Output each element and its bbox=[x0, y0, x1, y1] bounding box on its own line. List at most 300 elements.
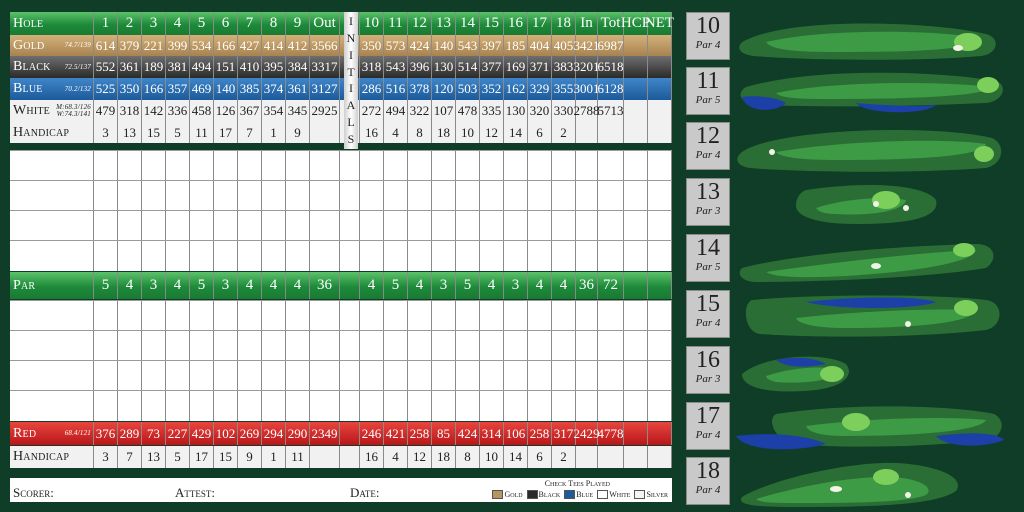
total-cell bbox=[598, 361, 624, 391]
score-cell: 11 bbox=[384, 12, 408, 35]
score-cell: 4 bbox=[552, 272, 576, 299]
score-cell bbox=[214, 301, 238, 331]
hole-number-badge bbox=[686, 67, 730, 115]
score-cell: 3 bbox=[432, 272, 456, 299]
score-cell bbox=[384, 331, 408, 361]
out-cell bbox=[310, 331, 340, 361]
score-cell: 16 bbox=[504, 12, 528, 35]
score-cell: 269 bbox=[238, 422, 262, 445]
tee-label: Gold bbox=[504, 490, 523, 499]
course-rating: M:68.3/126 W:74.3/141 bbox=[56, 103, 91, 118]
tee-swatch bbox=[597, 490, 608, 499]
row-label bbox=[10, 211, 94, 241]
score-cell bbox=[480, 331, 504, 361]
in-cell: 2429 bbox=[576, 422, 598, 445]
hole-map bbox=[736, 290, 1008, 342]
score-cell bbox=[286, 181, 310, 211]
score-cell bbox=[360, 211, 384, 241]
score-cell bbox=[456, 331, 480, 361]
row-blank6 bbox=[10, 330, 672, 361]
score-cell: 378 bbox=[408, 78, 432, 100]
score-cell bbox=[408, 301, 432, 331]
hole-par: Par 3 bbox=[695, 205, 721, 217]
net-cell bbox=[648, 151, 672, 181]
hole-number-badge bbox=[686, 12, 730, 60]
hole-10-diagram bbox=[686, 12, 1016, 62]
hcp-cell bbox=[624, 181, 648, 211]
initials-cell bbox=[340, 331, 360, 361]
hcp-cell: HCP bbox=[624, 12, 648, 35]
score-cell bbox=[408, 181, 432, 211]
score-cell bbox=[432, 391, 456, 421]
row-gold bbox=[10, 35, 672, 56]
score-cell: 478 bbox=[456, 100, 480, 122]
total-cell: 6518 bbox=[598, 56, 624, 78]
score-cell bbox=[552, 241, 576, 271]
course-rating: 72.5/137 bbox=[64, 62, 91, 71]
hole-map bbox=[736, 122, 1008, 174]
score-cell: 424 bbox=[408, 35, 432, 56]
out-cell: 36 bbox=[310, 272, 340, 299]
initials-cell bbox=[340, 241, 360, 271]
score-cell bbox=[286, 391, 310, 421]
initials-letter: I bbox=[349, 14, 353, 28]
score-cell bbox=[190, 391, 214, 421]
tee-checkbox-black[interactable] bbox=[527, 490, 561, 499]
score-cell bbox=[286, 151, 310, 181]
score-cell: 1 bbox=[94, 12, 118, 35]
score-cell: 16 bbox=[360, 446, 384, 468]
row-label: Hole bbox=[10, 12, 94, 35]
score-cell: 227 bbox=[166, 422, 190, 445]
score-cell: 318 bbox=[118, 100, 142, 122]
score-cell: 221 bbox=[142, 35, 166, 56]
score-cell: 290 bbox=[286, 422, 310, 445]
out-cell: 3127 bbox=[310, 78, 340, 100]
score-cell bbox=[504, 301, 528, 331]
score-cell bbox=[262, 361, 286, 391]
score-cell: 12 bbox=[480, 122, 504, 143]
hole-number-badge bbox=[686, 457, 730, 505]
score-cell bbox=[360, 151, 384, 181]
in-cell: In bbox=[576, 12, 598, 35]
score-cell bbox=[142, 331, 166, 361]
score-cell bbox=[286, 331, 310, 361]
score-cell bbox=[552, 331, 576, 361]
score-cell: 5 bbox=[456, 272, 480, 299]
tee-label: Silver bbox=[646, 490, 668, 499]
tee-swatch bbox=[527, 490, 538, 499]
hcp-cell bbox=[624, 446, 648, 468]
hcp-cell bbox=[624, 151, 648, 181]
in-cell: 3421 bbox=[576, 35, 598, 56]
score-cell bbox=[262, 151, 286, 181]
score-cell bbox=[552, 391, 576, 421]
row-par bbox=[10, 272, 672, 299]
in-cell: 3001 bbox=[576, 78, 598, 100]
score-cell bbox=[528, 211, 552, 241]
row-blue bbox=[10, 78, 672, 100]
score-cell: 120 bbox=[432, 78, 456, 100]
score-cell bbox=[432, 151, 456, 181]
hole-map bbox=[736, 402, 1008, 454]
out-cell bbox=[310, 241, 340, 271]
score-cell bbox=[94, 301, 118, 331]
score-cell: 350 bbox=[360, 35, 384, 56]
score-cell: 3 bbox=[142, 12, 166, 35]
row-hole bbox=[10, 12, 675, 35]
tee-checkbox-gold[interactable] bbox=[492, 490, 522, 499]
score-cell: 246 bbox=[360, 422, 384, 445]
out-cell bbox=[310, 361, 340, 391]
net-cell bbox=[648, 35, 672, 56]
score-cell: 185 bbox=[504, 35, 528, 56]
score-cell bbox=[456, 301, 480, 331]
net-cell bbox=[648, 78, 672, 100]
score-cell: 8 bbox=[262, 12, 286, 35]
row-blank8 bbox=[10, 390, 672, 421]
score-cell bbox=[384, 241, 408, 271]
score-cell: 396 bbox=[408, 56, 432, 78]
score-cell: 106 bbox=[504, 422, 528, 445]
score-cell bbox=[238, 181, 262, 211]
row-label bbox=[10, 331, 94, 361]
score-cell bbox=[262, 181, 286, 211]
hole-map bbox=[736, 67, 1008, 119]
score-cell: 5 bbox=[190, 12, 214, 35]
net-cell bbox=[648, 211, 672, 241]
score-cell bbox=[190, 181, 214, 211]
in-cell bbox=[576, 361, 598, 391]
row-blank5 bbox=[10, 300, 672, 331]
score-cell bbox=[552, 361, 576, 391]
score-cell: 13 bbox=[432, 12, 456, 35]
hole-number: 18 bbox=[696, 458, 720, 484]
score-cell: 322 bbox=[408, 100, 432, 122]
score-cell bbox=[360, 301, 384, 331]
hcp-cell bbox=[624, 272, 648, 299]
tee-label: Blue bbox=[576, 490, 594, 499]
initials-cell bbox=[340, 301, 360, 331]
score-cell bbox=[286, 301, 310, 331]
score-cell bbox=[94, 151, 118, 181]
net-cell bbox=[648, 56, 672, 78]
score-cell bbox=[142, 151, 166, 181]
score-cell: 384 bbox=[286, 56, 310, 78]
score-cell: 4 bbox=[118, 272, 142, 299]
score-cell: 14 bbox=[504, 446, 528, 468]
score-cell: 18 bbox=[432, 122, 456, 143]
score-cell: 130 bbox=[432, 56, 456, 78]
score-cell: 7 bbox=[238, 122, 262, 143]
hole-number-badge bbox=[686, 346, 730, 394]
score-cell: 410 bbox=[238, 56, 262, 78]
initials-letter: L bbox=[347, 115, 355, 130]
score-cell: 404 bbox=[528, 35, 552, 56]
score-cell: 286 bbox=[360, 78, 384, 100]
hole-number: 14 bbox=[696, 235, 720, 261]
score-cell: 4 bbox=[384, 446, 408, 468]
hcp-cell bbox=[624, 100, 648, 122]
score-cell bbox=[504, 151, 528, 181]
hole-map bbox=[736, 178, 1008, 230]
score-cell: 5 bbox=[166, 446, 190, 468]
in-cell: 36 bbox=[576, 272, 598, 299]
in-cell: 3201 bbox=[576, 56, 598, 78]
score-cell: 377 bbox=[480, 56, 504, 78]
score-cell bbox=[142, 181, 166, 211]
score-cell bbox=[360, 391, 384, 421]
in-cell: 2788 bbox=[576, 100, 598, 122]
score-cell bbox=[214, 151, 238, 181]
score-cell bbox=[166, 391, 190, 421]
score-cell bbox=[408, 241, 432, 271]
net-cell bbox=[648, 272, 672, 299]
score-cell bbox=[94, 241, 118, 271]
score-cell bbox=[384, 301, 408, 331]
hole-number: 12 bbox=[696, 123, 720, 149]
out-cell: Out bbox=[310, 12, 340, 35]
score-cell bbox=[504, 211, 528, 241]
score-cell: 258 bbox=[408, 422, 432, 445]
in-cell bbox=[576, 122, 598, 143]
score-cell: 330 bbox=[552, 100, 576, 122]
score-cell: 4 bbox=[166, 12, 190, 35]
hole-18-diagram bbox=[686, 457, 1016, 507]
score-cell bbox=[504, 241, 528, 271]
score-cell bbox=[118, 331, 142, 361]
hole-12-diagram bbox=[686, 122, 1016, 172]
total-cell: 6987 bbox=[598, 35, 624, 56]
score-cell: 14 bbox=[504, 122, 528, 143]
score-cell bbox=[480, 391, 504, 421]
score-cell: 102 bbox=[214, 422, 238, 445]
score-cell: 10 bbox=[360, 12, 384, 35]
out-cell bbox=[310, 391, 340, 421]
score-cell bbox=[480, 181, 504, 211]
row-blank7 bbox=[10, 360, 672, 391]
score-cell: 7 bbox=[238, 12, 262, 35]
score-cell: 399 bbox=[166, 35, 190, 56]
score-cell bbox=[504, 361, 528, 391]
score-cell: 4 bbox=[262, 272, 286, 299]
hcp-cell bbox=[624, 361, 648, 391]
score-cell bbox=[190, 211, 214, 241]
tee-checkbox-silver[interactable] bbox=[634, 490, 668, 499]
score-cell bbox=[262, 211, 286, 241]
score-cell bbox=[384, 211, 408, 241]
score-cell: 4 bbox=[408, 272, 432, 299]
hole-13-diagram bbox=[686, 178, 1016, 228]
row-label: Handicap bbox=[10, 122, 94, 143]
score-cell: 350 bbox=[118, 78, 142, 100]
score-cell: 7 bbox=[118, 446, 142, 468]
score-cell bbox=[214, 181, 238, 211]
score-cell: 2 bbox=[552, 122, 576, 143]
score-cell bbox=[166, 181, 190, 211]
row-label bbox=[10, 301, 94, 331]
score-cell: 3 bbox=[504, 272, 528, 299]
score-cell bbox=[286, 211, 310, 241]
score-cell bbox=[166, 211, 190, 241]
score-cell: 516 bbox=[384, 78, 408, 100]
hcp-cell bbox=[624, 241, 648, 271]
net-cell bbox=[648, 122, 672, 143]
score-cell: 5 bbox=[190, 272, 214, 299]
score-cell: 345 bbox=[286, 100, 310, 122]
scorecard-footer bbox=[10, 478, 672, 502]
score-cell: 9 bbox=[286, 122, 310, 143]
hole-number-badge bbox=[686, 122, 730, 170]
out-cell bbox=[310, 211, 340, 241]
hole-number-badge bbox=[686, 402, 730, 450]
score-cell bbox=[360, 241, 384, 271]
score-cell: 3 bbox=[94, 122, 118, 143]
hole-11-diagram bbox=[686, 67, 1016, 117]
total-cell bbox=[598, 301, 624, 331]
score-cell: 317 bbox=[552, 422, 576, 445]
score-cell: 5 bbox=[384, 272, 408, 299]
score-cell bbox=[528, 301, 552, 331]
score-cell bbox=[166, 151, 190, 181]
score-cell bbox=[456, 241, 480, 271]
hcp-cell bbox=[624, 301, 648, 331]
score-cell bbox=[262, 301, 286, 331]
total-cell: 72 bbox=[598, 272, 624, 299]
hole-14-diagram bbox=[686, 234, 1016, 284]
hole-number: 13 bbox=[696, 179, 720, 205]
hcp-cell bbox=[624, 35, 648, 56]
initials-letter: A bbox=[346, 98, 356, 113]
row-blank2 bbox=[10, 180, 672, 211]
score-cell: 361 bbox=[286, 78, 310, 100]
tee-checkbox-white[interactable] bbox=[597, 490, 630, 499]
hole-number: 16 bbox=[696, 347, 720, 373]
net-cell bbox=[648, 331, 672, 361]
score-cell bbox=[142, 391, 166, 421]
score-cell: 1 bbox=[262, 446, 286, 468]
score-cell: 169 bbox=[504, 56, 528, 78]
score-cell: 5 bbox=[94, 272, 118, 299]
hole-16-diagram bbox=[686, 346, 1016, 396]
in-cell bbox=[576, 241, 598, 271]
score-cell bbox=[262, 241, 286, 271]
initials-letter: N bbox=[346, 30, 356, 45]
scorer-label: Scorer: bbox=[13, 485, 54, 500]
score-cell: 166 bbox=[214, 35, 238, 56]
total-cell bbox=[598, 211, 624, 241]
score-cell bbox=[408, 151, 432, 181]
score-cell: 503 bbox=[456, 78, 480, 100]
initials-cell bbox=[340, 181, 360, 211]
hole-number-badge bbox=[686, 178, 730, 226]
score-cell bbox=[190, 331, 214, 361]
score-cell: 412 bbox=[286, 35, 310, 56]
score-cell bbox=[94, 391, 118, 421]
row-label bbox=[10, 391, 94, 421]
score-cell bbox=[214, 331, 238, 361]
score-cell bbox=[528, 391, 552, 421]
score-cell: 429 bbox=[190, 422, 214, 445]
score-cell: 12 bbox=[408, 12, 432, 35]
score-cell bbox=[118, 241, 142, 271]
row-label bbox=[10, 361, 94, 391]
score-cell bbox=[94, 361, 118, 391]
score-cell: 4 bbox=[528, 272, 552, 299]
score-cell bbox=[552, 151, 576, 181]
score-cell bbox=[94, 181, 118, 211]
score-cell: 4 bbox=[166, 272, 190, 299]
in-cell bbox=[576, 211, 598, 241]
hcp-cell bbox=[624, 331, 648, 361]
score-cell bbox=[190, 301, 214, 331]
initials-cell bbox=[340, 391, 360, 421]
score-cell: 17 bbox=[214, 122, 238, 143]
hole-number-badge bbox=[686, 290, 730, 338]
row-label bbox=[10, 181, 94, 211]
score-cell: 381 bbox=[166, 56, 190, 78]
score-cell bbox=[94, 331, 118, 361]
hcp-cell bbox=[624, 422, 648, 445]
score-cell bbox=[480, 211, 504, 241]
score-cell: 367 bbox=[238, 100, 262, 122]
total-cell: Tot bbox=[598, 12, 624, 35]
score-cell: 126 bbox=[214, 100, 238, 122]
score-cell: 6 bbox=[528, 122, 552, 143]
score-cell bbox=[408, 391, 432, 421]
score-cell: 469 bbox=[190, 78, 214, 100]
score-cell bbox=[504, 391, 528, 421]
score-cell bbox=[190, 361, 214, 391]
score-cell bbox=[504, 331, 528, 361]
score-cell bbox=[456, 151, 480, 181]
in-cell bbox=[576, 151, 598, 181]
score-cell bbox=[262, 331, 286, 361]
initials-cell bbox=[340, 446, 360, 468]
in-cell bbox=[576, 446, 598, 468]
total-cell: 4778 bbox=[598, 422, 624, 445]
score-cell: 3 bbox=[142, 272, 166, 299]
score-cell bbox=[238, 151, 262, 181]
row-handicap1 bbox=[10, 122, 672, 143]
tee-label: Black bbox=[538, 490, 561, 499]
hole-number: 10 bbox=[696, 13, 720, 39]
score-cell bbox=[142, 211, 166, 241]
score-cell: 3 bbox=[94, 446, 118, 468]
score-cell: 543 bbox=[384, 56, 408, 78]
score-cell bbox=[432, 301, 456, 331]
score-cell: 2 bbox=[118, 12, 142, 35]
hole-par: Par 4 bbox=[695, 149, 721, 161]
score-cell bbox=[384, 151, 408, 181]
score-cell bbox=[528, 241, 552, 271]
score-cell bbox=[480, 301, 504, 331]
score-cell: 16 bbox=[360, 122, 384, 143]
score-cell bbox=[456, 361, 480, 391]
initials-column bbox=[344, 12, 358, 149]
tee-checkbox-blue[interactable] bbox=[564, 490, 593, 499]
score-cell: 189 bbox=[142, 56, 166, 78]
hcp-cell bbox=[624, 122, 648, 143]
score-cell: 335 bbox=[480, 100, 504, 122]
score-cell: 142 bbox=[142, 100, 166, 122]
score-cell: 258 bbox=[528, 422, 552, 445]
net-cell: NET bbox=[648, 12, 672, 35]
score-cell: 427 bbox=[238, 35, 262, 56]
score-cell bbox=[408, 211, 432, 241]
score-cell: 8 bbox=[456, 446, 480, 468]
score-cell: 272 bbox=[360, 100, 384, 122]
